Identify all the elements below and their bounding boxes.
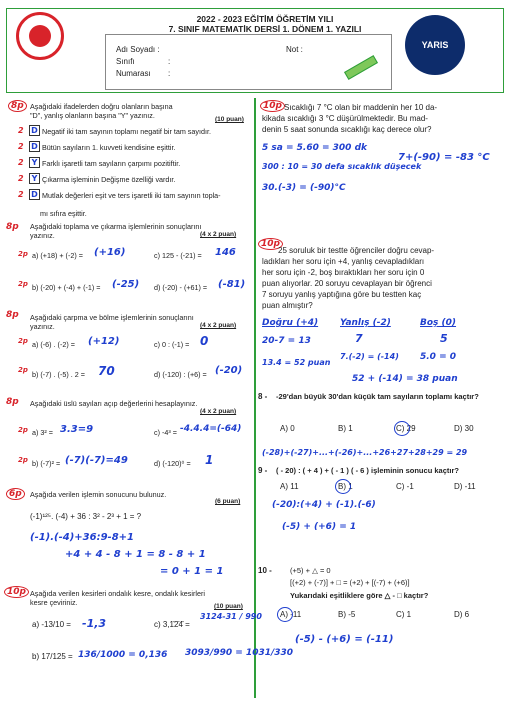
q10-text: ( - 20) : ( + 4 ) + ( - 1 ) ( - 6 ) işleminin sonucu kaçtır?	[276, 466, 459, 475]
q1-item-points: 2	[18, 142, 24, 151]
q7-score-circle: 10p	[260, 100, 285, 112]
q6c-answer: 3124-31 / 990	[200, 612, 262, 621]
q2-text-2: yazınız.	[30, 231, 55, 240]
q3b: b) (-7) . (-5) . 2 =	[32, 370, 85, 379]
q4a: a) 3² =	[32, 428, 53, 437]
class-label: Sınıfı	[116, 57, 135, 66]
q8-work-2: 7	[355, 332, 363, 345]
q11-option[interactable]: B) -5	[338, 610, 356, 619]
q8-col-empty: Boş (0)	[420, 318, 457, 328]
q6-text-1: Aşağıda verilen kesirleri ondalık kesre, ondalık kesirleri	[30, 589, 205, 598]
student-info-box	[105, 34, 392, 90]
class-colon: :	[168, 57, 171, 66]
q2b-answer: (-25)	[112, 279, 140, 290]
yaris-logo-text: YARIS	[421, 40, 449, 50]
q6-score-circle: 10p	[4, 586, 29, 598]
q9-num: 8 -	[258, 392, 268, 401]
q1-points: (10 puan)	[215, 116, 244, 123]
q2c: c) 125 - (-21) =	[154, 251, 202, 260]
q1-item-answer: D	[29, 141, 40, 152]
q11-option[interactable]: C) 1	[396, 610, 412, 619]
q4b-answer: (-7)(-7)=49	[65, 455, 128, 466]
q1-item-answer: D	[29, 125, 40, 136]
q9-option[interactable]: C) 29	[396, 424, 416, 433]
q3c-answer: 0	[200, 334, 209, 348]
q11-option[interactable]: D) 6	[454, 610, 470, 619]
q10-option[interactable]: B) 1	[338, 482, 353, 491]
number-colon: :	[168, 69, 171, 78]
q6-text-2: kesre çeviriniz.	[30, 598, 78, 607]
q1-item-answer: Y	[29, 157, 40, 168]
q7-work-1: 5 sa = 5.60 = 300 dk	[262, 143, 367, 153]
q2-text-1: Aşağıdaki toplama ve çıkarma işlemlerinin sonuçlarını	[30, 222, 202, 231]
q6b-answer: 136/1000 = 0,136	[78, 650, 168, 660]
q11-work: (-5) - (+6) = (-11)	[295, 634, 394, 645]
q3-score: 8p	[6, 310, 19, 320]
q9-work: (-28)+(-27)+...+(-26)+...+26+27+28+29 = 29	[262, 448, 468, 457]
q3a-pt: 2p	[18, 337, 28, 345]
q2d-answer: (-81)	[218, 279, 246, 290]
q8-text-5: 7 soruyu yanlış yaptığına göre bu testten kaç	[262, 290, 422, 299]
q4-text: Aşağıdaki üslü sayıları açıp değerlerini hesaplayınız.	[30, 399, 198, 408]
q3d: d) (-120) : (+6) =	[154, 370, 207, 379]
name-label: Adı Soyadı :	[116, 45, 160, 54]
q8-text-4: puan alıyorlar. 20 soruyu cevaplayan bir öğrenci	[262, 279, 432, 288]
q10-work-2: (-5) + (+6) = 1	[282, 522, 357, 532]
q4d: d) (-120)⁰ =	[154, 459, 191, 468]
q3-text-2: yazınız.	[30, 322, 55, 331]
q4b-pt: 2p	[18, 456, 28, 464]
q3a-answer: (+12)	[88, 336, 120, 347]
column-divider	[254, 98, 256, 698]
q2d: d) (-20) - (+61) =	[154, 283, 208, 292]
q1-item-text: Negatif iki tam sayının toplamı negatif bir tam sayıdır.	[42, 127, 211, 136]
q7-work-2: 300 : 10 = 30 defa sıcaklık düşecek	[262, 162, 422, 171]
q5-expression: (-1)¹²⁵. (-4) + 36 : 3² - 2³ + 1 = ?	[30, 512, 142, 521]
q10-option[interactable]: C) -1	[396, 482, 414, 491]
q3b-answer: 70	[98, 364, 115, 378]
q2a-pt: 2p	[18, 250, 28, 258]
q7-text-1: Sıcaklığı 7 °C olan bir maddenin her 10 da-	[284, 103, 438, 112]
q7-work-3: 30.(-3) = (-90)°C	[262, 183, 346, 193]
q5-work-2: +4 + 4 - 8 + 1 = 8 - 8 + 1	[65, 549, 206, 560]
q4-score: 8p	[6, 397, 19, 407]
q8-final: 52 + (-14) = 38 puan	[352, 374, 458, 384]
q10-work-1: (-20):(+4) + (-1).(-6)	[272, 500, 376, 510]
q8-work-1: 20-7 = 13	[262, 336, 311, 346]
q11-option[interactable]: A) -11	[280, 610, 302, 619]
q1-item-text: Farklı işaretli tam sayıların çarpımı pozitiftir.	[42, 159, 181, 168]
q11-question: Yukarıdaki eşitliklere göre △ - □ kaçtır?	[290, 591, 429, 600]
q8-work-4: 13.4 = 52 puan	[262, 358, 331, 367]
q5-points: (6 puan)	[215, 498, 241, 505]
q8-col-correct: Doğru (+4)	[262, 318, 319, 328]
q8-text-6: puan almıştır?	[262, 301, 313, 310]
q10-option[interactable]: A) 11	[280, 482, 299, 491]
q6a: a) -13/10 =	[32, 620, 71, 629]
q9-option[interactable]: A) 0	[280, 424, 295, 433]
q9-option[interactable]: B) 1	[338, 424, 353, 433]
q1-item5-cont: mı sıfıra eşittir.	[40, 209, 87, 218]
q6c-answer-2: 3093/990 = 1031/330	[185, 648, 294, 658]
q1-item-points: 2	[18, 174, 24, 183]
q3-points: (4 x 2 puan)	[200, 322, 237, 329]
answer-circle	[335, 479, 351, 494]
q1-score-circle: 8p	[8, 100, 27, 112]
q11-line-2: [(+2) + (-7)] + □ = (+2) + [(-7) + (+6)]	[290, 578, 410, 587]
q2a: a) (+18) + (-2) =	[32, 251, 83, 260]
answer-circle	[394, 421, 410, 436]
q4b: b) (-7)² =	[32, 459, 61, 468]
q7-text-3: denin 5 saat sonunda sıcaklığı kaç derece olur?	[262, 125, 432, 134]
q8-work-6: 5.0 = 0	[420, 352, 457, 362]
header-exam-title: 7. SINIF MATEMATİK DERSİ 1. DÖNEM 1. YAZILI	[168, 24, 362, 34]
q2c-answer: 146	[215, 247, 236, 258]
q5-score-circle: 6p	[6, 488, 25, 500]
q5-text: Aşağıda verilen işlemin sonucunu bulunuz.	[30, 490, 167, 499]
q2-score: 8p	[6, 222, 19, 232]
q5-work-1: (-1).(-4)+36:9-8+1	[30, 532, 134, 543]
q10-num: 9 -	[258, 466, 268, 475]
q8-work-5: 7.(-2) = (-14)	[340, 352, 399, 361]
school-logo	[16, 12, 64, 60]
q1-item-points: 2	[18, 158, 24, 167]
q7-text-2: kikada sıcaklığı 3 °C düşürülmektedir. Bu mad-	[262, 114, 428, 123]
q1-text-2: "D", yanlış olanların başına "Y" yazınız.	[30, 111, 155, 120]
q10-option[interactable]: D) -11	[454, 482, 476, 491]
q1-item-points: 2	[18, 126, 24, 135]
q8-work-3: 5	[440, 332, 448, 345]
q8-text-1: 25 soruluk bir testte öğrenciler doğru cevap-	[278, 246, 435, 255]
q4c: c) -4³ =	[154, 428, 177, 437]
q6b: b) 17/125 =	[32, 652, 73, 661]
q1-item-points: 2	[18, 190, 24, 199]
q9-option[interactable]: D) 30	[454, 424, 474, 433]
q8-text-3: her soru için -2, boş bıraktıkları her soru için 0	[262, 268, 425, 277]
q6-points: (10 puan)	[214, 603, 243, 610]
q1-item-text: Çıkarma işleminin Değişme özelliği vardır.	[42, 175, 176, 184]
q4d-answer: 1	[205, 453, 214, 467]
q3d-answer: (-20)	[215, 365, 243, 376]
number-label: Numarası	[116, 69, 151, 78]
q3a: a) (-6) . (-2) =	[32, 340, 75, 349]
q1-item-answer: D	[29, 189, 40, 200]
q11-line-1: (+5) + △ = 0	[290, 566, 331, 575]
q1-item-text: Bütün sayıların 1. kuvveti kendisine eşittir.	[42, 143, 176, 152]
q1-item-text: Mutlak değerleri eşit ve ters işaretli iki tam sayının topla-	[42, 191, 221, 200]
q4a-pt: 2p	[18, 426, 28, 434]
header-year-title: 2022 - 2023 EĞİTİM ÖĞRETİM YILI	[196, 14, 334, 24]
q8-col-wrong: Yanlış (-2)	[340, 318, 391, 328]
q8-score-circle: 10p	[258, 238, 283, 250]
grade-label: Not :	[286, 45, 303, 54]
q2b: b) (-20) + (-4) + (-1) =	[32, 283, 101, 292]
pencil-icon	[344, 55, 378, 80]
q6c: c) 3,1̄2̄4̄ =	[154, 620, 190, 629]
q2a-answer: (+16)	[94, 247, 126, 258]
answer-circle	[277, 607, 293, 622]
q7-answer: 7+(-90) = -83 °C	[398, 152, 490, 163]
q1-item-answer: Y	[29, 173, 40, 184]
q4a-answer: 3.3=9	[60, 424, 94, 435]
q6a-answer: -1,3	[82, 617, 107, 630]
q1-text-1: Aşağıdaki ifadelerden doğru olanların başına	[30, 102, 173, 111]
q2b-pt: 2p	[18, 280, 28, 288]
q2-points: (4 x 2 puan)	[200, 231, 237, 238]
q3-text-1: Aşağıdaki çarpma ve bölme işlemlerinin sonuçlarını	[30, 313, 194, 322]
q3b-pt: 2p	[18, 366, 28, 374]
q3c: c) 0 : (-1) =	[154, 340, 190, 349]
yaris-logo	[405, 15, 465, 75]
q11-num: 10 -	[258, 566, 272, 575]
q9-text: -29'dan büyük 30'dan küçük tam sayıların toplamı kaçtır?	[276, 392, 479, 401]
q4-points: (4 x 2 puan)	[200, 408, 237, 415]
q4c-answer: -4.4.4=(-64)	[180, 424, 242, 434]
q5-work-3: = 0 + 1 = 1	[160, 566, 224, 577]
q8-text-2: ladıkları her soru için +4, yanlış cevapladıkları	[262, 257, 425, 266]
